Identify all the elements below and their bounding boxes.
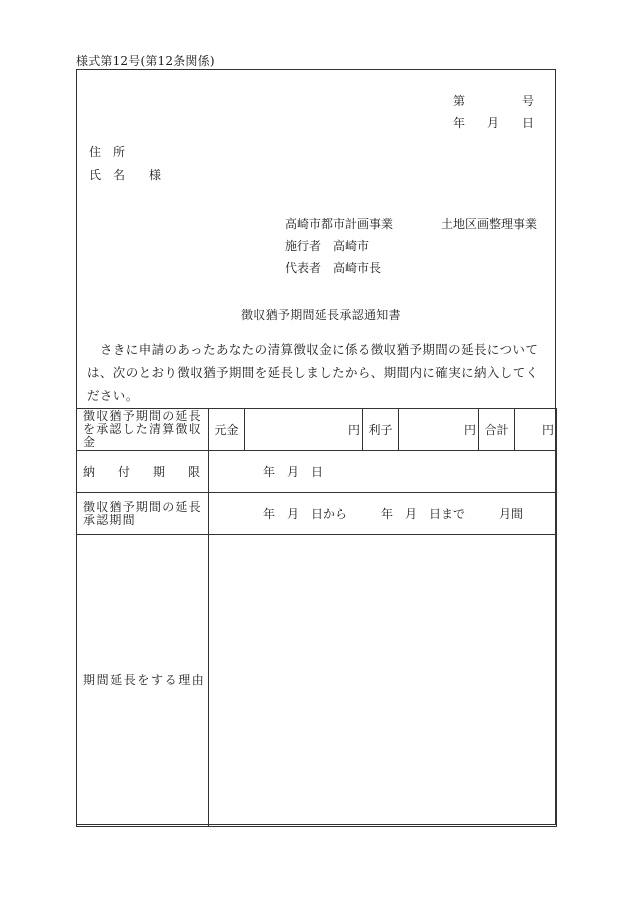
- form-reference: 様式第12号(第12条関係): [76, 54, 215, 68]
- project-type: 土地区画整理事業: [441, 217, 538, 231]
- reason-label: 期間延長をする理由: [77, 535, 209, 827]
- principal-yen: 円: [245, 409, 363, 451]
- table-row-due-date: [77, 451, 557, 493]
- detail-table: [76, 408, 557, 827]
- document-title: 徴収猶予期間延長承認通知書: [241, 308, 401, 322]
- period-from: 年 月 日から: [263, 507, 348, 521]
- table-row-reason: [77, 535, 557, 827]
- extension-period-label: 徴収猶予期間の延長承認期間: [77, 493, 209, 535]
- total-label: 合計: [479, 409, 515, 451]
- executor-label: 施行者: [285, 239, 322, 253]
- interest-label: 利子: [363, 409, 399, 451]
- representative-label: 代表者: [285, 261, 322, 275]
- representative-value: 高崎市長: [333, 261, 382, 275]
- principal-label: 元金: [209, 409, 245, 451]
- table-row-amounts: [77, 409, 557, 451]
- number-prefix: 第: [453, 94, 466, 108]
- body-text: さきに申請のあったあなたの清算徴収金に係る徴収猶予期間の延長については、次のとおり徴収猶予期間を延長しましたから、期間内に確実に納入してください。: [87, 342, 539, 403]
- notice-document: [76, 69, 556, 825]
- due-date-value: 年 月 日: [209, 451, 557, 493]
- executor-value: 高崎市: [333, 239, 370, 253]
- date-year: 年: [453, 116, 466, 130]
- approved-amount-label: 徴収猶予期間の延長を承認した清算徴収金: [77, 409, 209, 451]
- period-to: 年 月 日まで: [381, 507, 466, 521]
- address-label: 住 所: [89, 145, 126, 159]
- period-months: 月間: [499, 507, 524, 521]
- extension-period-value: [209, 493, 557, 535]
- due-date-label: 納 付 期 限: [77, 451, 209, 493]
- reason-field[interactable]: [209, 535, 557, 827]
- name-label: 氏 名: [89, 168, 126, 182]
- date-month: 月: [487, 116, 500, 130]
- table-row-extension-period: [77, 493, 557, 535]
- number-suffix: 号: [522, 94, 535, 108]
- honorific: 様: [149, 168, 162, 182]
- interest-yen: 円: [399, 409, 479, 451]
- project-name: 高崎市都市計画事業: [285, 217, 394, 231]
- total-yen: 円: [515, 409, 557, 451]
- date-day: 日: [522, 116, 535, 130]
